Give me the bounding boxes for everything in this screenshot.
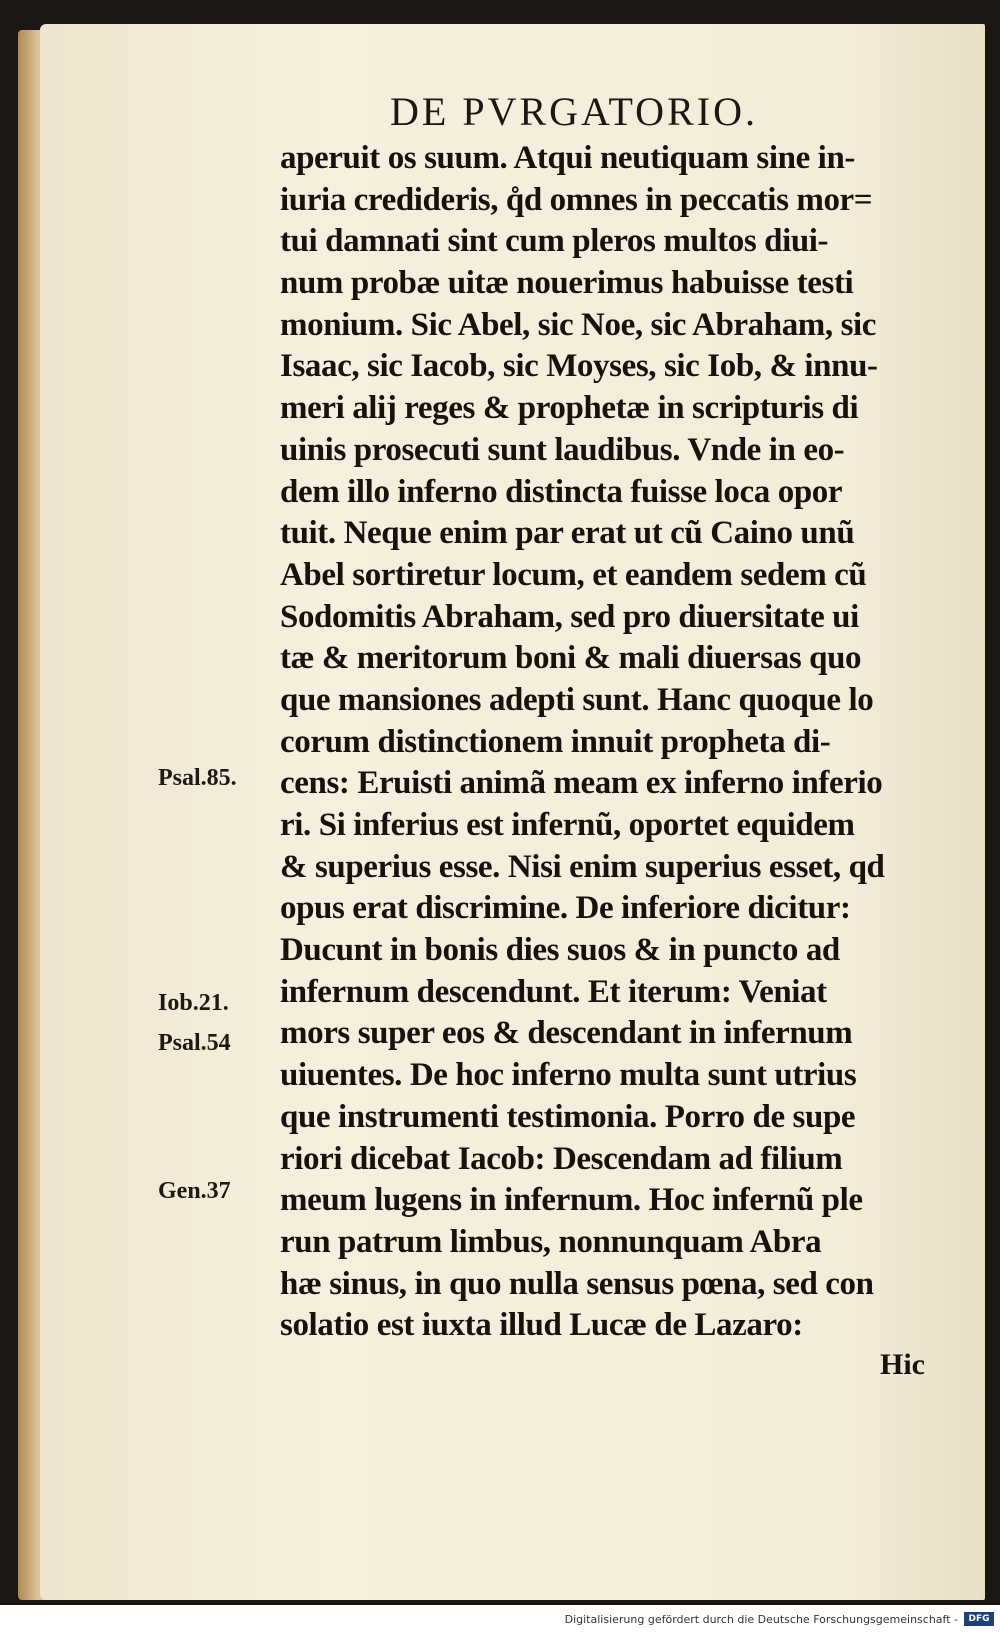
text-line: uiuentes. De hoc inferno multa sunt utrius — [280, 1057, 857, 1094]
text-line: uinis prosecuti sunt laudibus. Vnde in eo- — [280, 431, 845, 468]
marginal-note-iob21: Iob.21. — [158, 990, 229, 1016]
dfg-logo: DFG — [964, 1612, 994, 1626]
text-line: meri alij reges & prophetæ in scripturis di — [280, 390, 859, 427]
text-line: num probæ uitæ nouerimus habuisse testi — [280, 265, 854, 302]
text-line: mors super eos & descendant in infernum — [280, 1015, 853, 1052]
text-line: hæ sinus, in quo nulla sensus pœna, sed con — [280, 1265, 874, 1302]
text-line: Isaac, sic Iacob, sic Moyses, sic Iob, & innu- — [280, 348, 878, 385]
text-line: opus erat discrimine. De inferiore dicitur: — [280, 890, 851, 927]
marginal-note-gen37: Gen.37 — [158, 1178, 231, 1204]
text-line: dem illo inferno distincta fuisse loca opor — [280, 473, 843, 510]
text-line: monium. Sic Abel, sic Noe, sic Abraham, sic — [280, 306, 877, 343]
text-line: tuit. Neque enim par erat ut cũ Caino unũ — [280, 515, 855, 552]
text-line: Ducunt in bonis dies suos & in puncto ad — [280, 932, 840, 969]
body-text — [280, 138, 960, 1347]
catchword: Hic — [880, 1348, 925, 1381]
text-line: aperuit os suum. Atqui neutiquam sine in- — [280, 140, 855, 176]
text-line: cens: Eruisti animã meam ex inferno inferio — [280, 765, 883, 802]
text-line: iuria credideris, q̊d omnes in peccatis mor= — [280, 181, 873, 218]
text-line: Sodomitis Abraham, sed pro diuersitate ui — [280, 598, 859, 635]
text-line: meum lugens in infernum. Hoc infernũ ple — [280, 1182, 863, 1219]
text-line: tui damnati sint cum pleros multos diui- — [280, 223, 829, 260]
marginal-note-psal54: Psal.54 — [158, 1030, 231, 1056]
text-line: run patrum limbus, nonnunquam Abra — [280, 1223, 822, 1260]
text-line: que instrumenti testimonia. Porro de supe — [280, 1098, 856, 1135]
text-line: infernum descendunt. Et iterum: Veniat — [280, 973, 827, 1010]
running-title: DE PVRGATORIO. — [390, 89, 758, 134]
text-line: ri. Si inferius est infernũ, oportet equidem — [280, 807, 855, 843]
text-line: tæ & meritorum boni & mali diuersas quo — [280, 640, 862, 677]
marginal-note-psal85: Psal.85. — [158, 765, 237, 791]
text-line: riori dicebat Iacob: Descendam ad filium — [280, 1140, 843, 1177]
text-line: Abel sortiretur locum, et eandem sedem cũ — [280, 556, 867, 593]
text-line: que mansiones adepti sunt. Hanc quoque lo — [280, 681, 874, 718]
footer-bar — [0, 1605, 1000, 1633]
text-line: corum distinctionem innuit propheta di- — [280, 723, 831, 760]
text-line: solatio est iuxta illud Lucæ de Lazaro: — [280, 1307, 803, 1344]
funding-credit: Digitalisierung gefördert durch die Deutsche Forschungsgemeinschaft - — [564, 1613, 958, 1626]
text-line: & superius esse. Nisi enim superius esset, qd — [280, 848, 885, 885]
